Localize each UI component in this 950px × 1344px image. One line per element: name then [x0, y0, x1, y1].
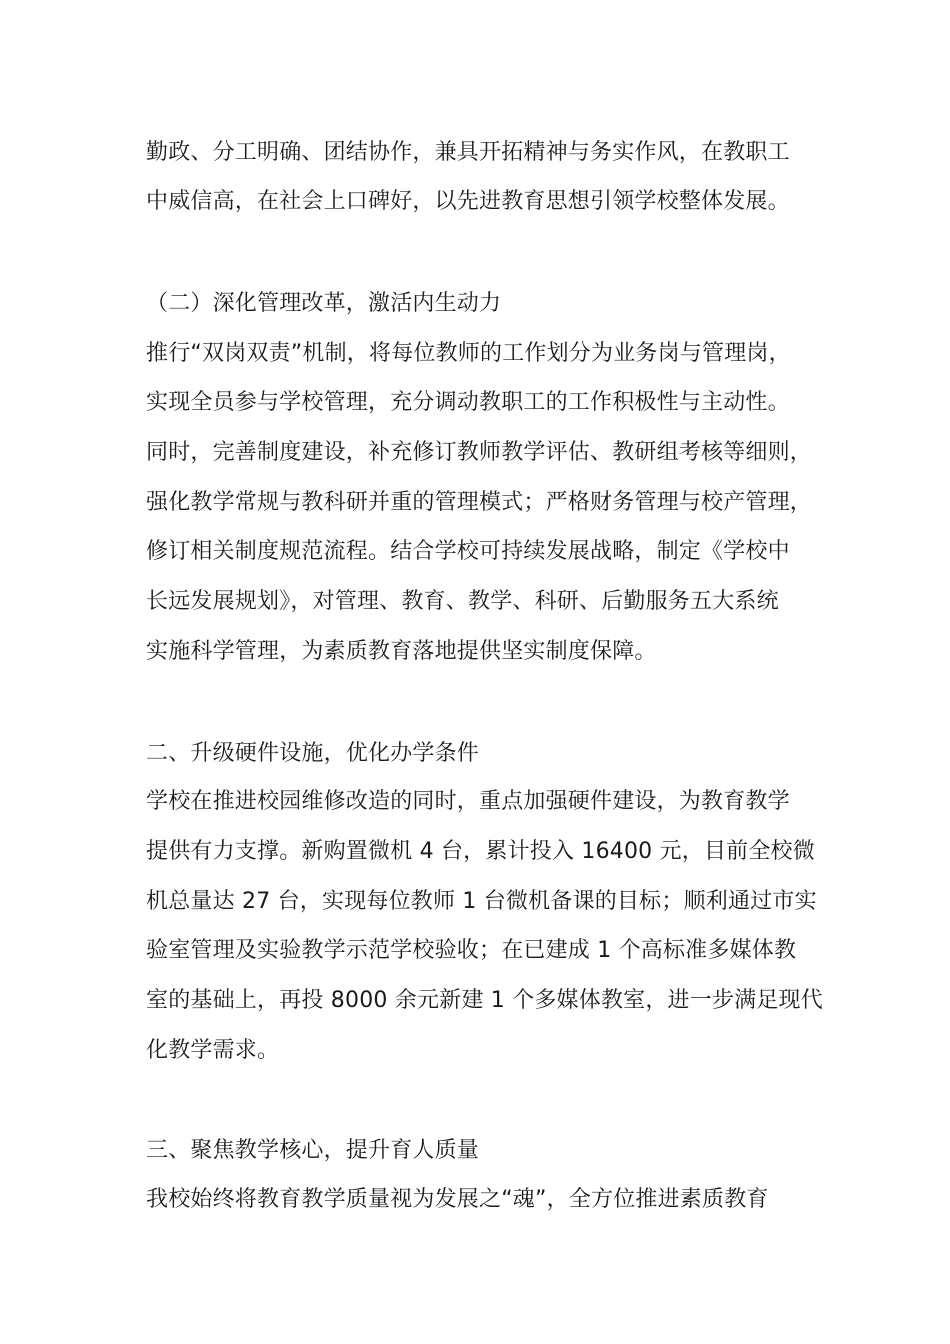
paragraph-line: 修订相关制度规范流程。结合学校可持续发展战略，制定《学校中	[146, 539, 790, 564]
paragraph-line: 验室管理及实验教学示范学校验收；在已建成 1 个高标准多媒体教	[146, 938, 797, 963]
paragraph-line: 我校始终将教育教学质量视为发展之“魂”，全方位推进素质教育	[146, 1187, 769, 1212]
paragraph-line: 同时，完善制度建设，补充修订教师教学评估、教研组考核等细则，	[146, 440, 813, 465]
paragraph-line: 实现全员参与学校管理，充分调动教职工的工作积极性与主动性。	[146, 390, 790, 415]
paragraph-line: 长远发展规划》，对管理、教育、教学、科研、后勤服务五大系统	[146, 589, 779, 614]
paragraph-line: 推行“双岗双责”机制，将每位教师的工作划分为业务岗与管理岗，	[146, 341, 791, 366]
paragraph-line: 勤政、分工明确、团结协作，兼具开拓精神与务实作风，在教职工	[146, 140, 790, 165]
paragraph-line: 提供有力支撑。新购置微机 4 台，累计投入 16400 元，目前全校微	[146, 839, 815, 864]
section-heading: 三、聚焦教学核心，提升育人质量	[146, 1138, 480, 1163]
paragraph-line: 化教学需求。	[146, 1038, 280, 1063]
paragraph-line: 学校在推进校园维修改造的同时，重点加强硬件建设，为教育教学	[146, 789, 790, 814]
section-heading: 二、升级硬件设施，优化办学条件	[146, 741, 480, 766]
paragraph-line: 实施科学管理，为素质教育落地提供坚实制度保障。	[146, 639, 657, 664]
paragraph-line: 中威信高，在社会上口碑好，以先进教育思想引领学校整体发展。	[146, 189, 790, 214]
paragraph-line: 强化教学常规与教科研并重的管理模式；严格财务管理与校产管理，	[146, 490, 813, 515]
section-heading: （二）深化管理改革，激活内生动力	[146, 291, 502, 316]
paragraph-line: 机总量达 27 台，实现每位教师 1 台微机备课的目标；顺利通过市实	[146, 889, 817, 914]
paragraph-line: 室的基础上，再投 8000 余元新建 1 个多媒体教室，进一步满足现代	[146, 988, 823, 1013]
